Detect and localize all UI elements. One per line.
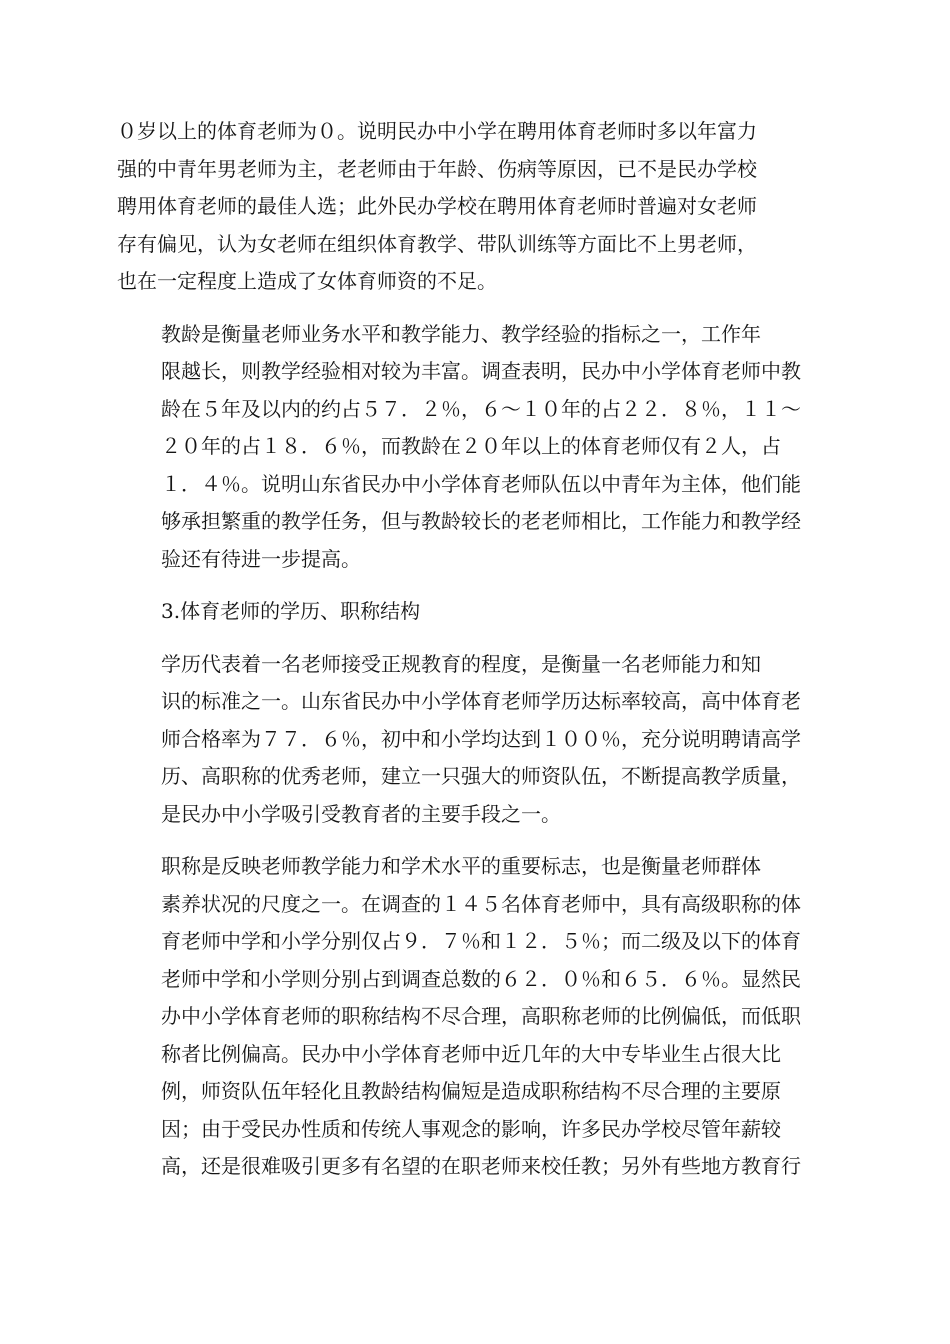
text-line: 也在一定程度上造成了女体育师资的不足。 <box>117 269 497 293</box>
text-line: 龄在５年及以内的约占５７．２％，６～１０年的占２２．８％，１１～ <box>161 396 801 421</box>
paragraph-education <box>117 646 833 834</box>
paragraph-title-structure <box>117 848 833 1186</box>
text-line: 例，师资队伍年轻化且教龄结构偏短是造成职称结构不尽合理的主要原 <box>161 1079 781 1103</box>
text-line: 验还有待进一步提高。 <box>161 546 361 571</box>
text-line: 称者比例偏高。民办中小学体育老师中近几年的大中专毕业生占很大比 <box>161 1041 781 1066</box>
text-line: 高，还是很难吸引更多有名望的在职老师来校任教；另外有些地方教育行 <box>161 1154 801 1178</box>
text-line: 因；由于受民办性质和传统人事观念的影响，许多民办学校尽管年薪较 <box>161 1116 781 1141</box>
text-line: ０岁以上的体育老师为０。说明民办中小学在聘用体育老师时多以年富力 <box>117 119 757 143</box>
text-line: 素养状况的尺度之一。在调查的１４５名体育老师中，具有高级职称的体 <box>161 891 801 916</box>
text-line: 限越长，则教学经验相对较为丰富。调查表明，民办中小学体育老师中教 <box>161 359 801 383</box>
text-line: 聘用体育老师的最佳人选；此外民办学校在聘用体育老师时普遍对女老师 <box>117 194 757 218</box>
text-line: 识的标准之一。山东省民办中小学体育老师学历达标率较高，高中体育老 <box>161 689 801 713</box>
text-line: 教龄是衡量老师业务水平和教学能力、教学经验的指标之一，工作年 <box>161 321 761 346</box>
section-heading: 3.体育老师的学历、职称结构 <box>161 599 421 623</box>
paragraph-teaching-years <box>117 316 833 579</box>
text-line: 够承担繁重的教学任务，但与教龄较长的老老师相比，工作能力和教学经 <box>161 509 801 533</box>
text-line: 职称是反映老师教学能力和学术水平的重要标志，也是衡量老师群体 <box>161 854 761 878</box>
text-line: １．４％。说明山东省民办中小学体育老师队伍以中青年为主体，他们能 <box>161 471 801 496</box>
text-line: 师合格率为７７．６％，初中和小学均达到１００％，充分说明聘请高学 <box>161 726 801 751</box>
text-line: 学历代表着一名老师接受正规教育的程度，是衡量一名老师能力和知 <box>161 651 761 676</box>
text-line: 办中小学体育老师的职称结构不尽合理，高职称老师的比例偏低，而低职 <box>161 1004 801 1028</box>
text-line: 历、高职称的优秀老师，建立一只强大的师资队伍，不断提高教学质量， <box>161 764 801 788</box>
text-line: 强的中青年男老师为主，老老师由于年龄、伤病等原因，已不是民办学校 <box>117 156 757 181</box>
document-body <box>117 113 833 1201</box>
paragraph-teacher-age <box>117 113 833 301</box>
text-line: 老师中学和小学则分别占到调查总数的６２．０％和６５．６％。显然民 <box>161 966 801 991</box>
text-line: 存有偏见，认为女老师在组织体育教学、带队训练等方面比不上男老师， <box>117 231 757 256</box>
text-line: 育老师中学和小学分别仅占９．７％和１２．５％；而二级及以下的体育 <box>161 929 801 953</box>
text-line: 是民办中小学吸引受教育者的主要手段之一。 <box>161 801 561 826</box>
text-line: ２０年的占１８．６％，而教龄在２０年以上的体育老师仅有２人，占 <box>161 434 781 458</box>
